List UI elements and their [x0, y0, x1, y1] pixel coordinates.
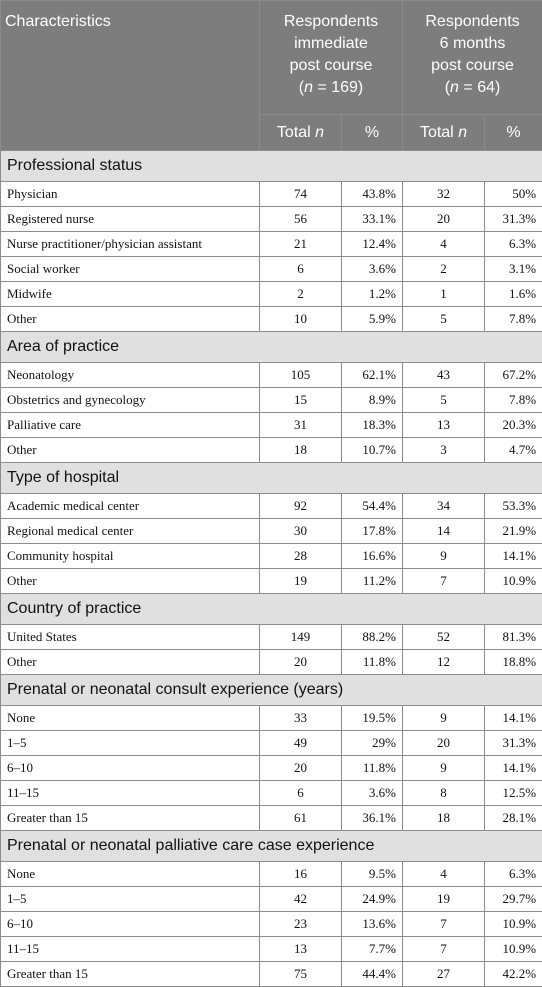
table-row — [1, 887, 542, 912]
table-row — [1, 806, 542, 831]
cell-percent-immediate: 10.7% — [342, 438, 403, 463]
cell-total-n-immediate: 105 — [260, 363, 342, 388]
cell-percent-immediate: 33.1% — [342, 207, 403, 232]
cell-percent-immediate: 13.6% — [342, 912, 403, 937]
cell-total-n-immediate: 6 — [260, 257, 342, 282]
header-group-immediate: Respondents immediate post course (n = 169) — [260, 1, 403, 115]
row-label: Nurse practitioner/physician assistant — [1, 232, 260, 257]
row-label: 11–15 — [1, 937, 260, 962]
total-n-var-1: n — [315, 124, 324, 141]
section-title: Prenatal or neonatal palliative care case experience — [1, 831, 542, 862]
row-label: None — [1, 706, 260, 731]
cell-total-n-immediate: 33 — [260, 706, 342, 731]
section-row — [1, 831, 542, 862]
row-label: Academic medical center — [1, 494, 260, 519]
cell-percent-immediate: 7.7% — [342, 937, 403, 962]
cell-total-n-immediate: 15 — [260, 388, 342, 413]
cell-total-n-immediate: 6 — [260, 781, 342, 806]
cell-total-n-6-months: 19 — [403, 887, 485, 912]
row-label: Midwife — [1, 282, 260, 307]
cell-percent-immediate: 9.5% — [342, 862, 403, 887]
cell-total-n-immediate: 20 — [260, 756, 342, 781]
header-total-n-2 — [403, 115, 485, 151]
cell-total-n-6-months: 4 — [403, 862, 485, 887]
cell-total-n-6-months: 1 — [403, 282, 485, 307]
row-label: Physician — [1, 182, 260, 207]
cell-total-n-6-months: 12 — [403, 650, 485, 675]
cell-total-n-6-months: 34 — [403, 494, 485, 519]
cell-percent-6-months: 12.5% — [485, 781, 542, 806]
group2-n-var: n — [450, 79, 459, 96]
row-label: Social worker — [1, 257, 260, 282]
cell-total-n-6-months: 9 — [403, 544, 485, 569]
cell-total-n-immediate: 75 — [260, 962, 342, 987]
table-row — [1, 650, 542, 675]
total-label-2: Total — [420, 124, 458, 141]
cell-total-n-6-months: 4 — [403, 232, 485, 257]
section-row — [1, 332, 542, 363]
table-row — [1, 781, 542, 806]
cell-total-n-immediate: 13 — [260, 937, 342, 962]
cell-percent-6-months: 81.3% — [485, 625, 542, 650]
group1-line2: immediate — [294, 35, 368, 52]
total-n-var-2: n — [458, 124, 467, 141]
table-row — [1, 363, 542, 388]
cell-percent-immediate: 12.4% — [342, 232, 403, 257]
cell-percent-immediate: 18.3% — [342, 413, 403, 438]
cell-total-n-immediate: 74 — [260, 182, 342, 207]
table-row — [1, 625, 542, 650]
cell-percent-immediate: 17.8% — [342, 519, 403, 544]
cell-percent-6-months: 50% — [485, 182, 542, 207]
cell-total-n-6-months: 7 — [403, 912, 485, 937]
table-row — [1, 962, 542, 987]
cell-percent-6-months: 10.9% — [485, 569, 542, 594]
cell-total-n-immediate: 31 — [260, 413, 342, 438]
row-label: Other — [1, 307, 260, 332]
cell-total-n-immediate: 56 — [260, 207, 342, 232]
group2-line1: Respondents — [425, 13, 519, 30]
table-row — [1, 569, 542, 594]
cell-percent-6-months: 31.3% — [485, 731, 542, 756]
row-label: Obstetrics and gynecology — [1, 388, 260, 413]
cell-percent-6-months: 29.7% — [485, 887, 542, 912]
cell-total-n-6-months: 20 — [403, 731, 485, 756]
table-header — [1, 1, 542, 151]
row-label: Other — [1, 438, 260, 463]
cell-percent-immediate: 11.2% — [342, 569, 403, 594]
cell-total-n-6-months: 14 — [403, 519, 485, 544]
row-label: 1–5 — [1, 731, 260, 756]
cell-total-n-6-months: 27 — [403, 962, 485, 987]
section-row — [1, 594, 542, 625]
table-row — [1, 912, 542, 937]
table-row — [1, 731, 542, 756]
row-label: Palliative care — [1, 413, 260, 438]
section-title: Prenatal or neonatal consult experience (years) — [1, 675, 542, 706]
section-title: Type of hospital — [1, 463, 542, 494]
cell-percent-6-months: 7.8% — [485, 388, 542, 413]
cell-percent-immediate: 3.6% — [342, 257, 403, 282]
group2-line3: post course — [431, 57, 514, 74]
cell-total-n-immediate: 19 — [260, 569, 342, 594]
cell-percent-6-months: 3.1% — [485, 257, 542, 282]
cell-total-n-6-months: 5 — [403, 307, 485, 332]
cell-total-n-immediate: 42 — [260, 887, 342, 912]
cell-total-n-6-months: 18 — [403, 806, 485, 831]
row-label: Community hospital — [1, 544, 260, 569]
cell-percent-6-months: 18.8% — [485, 650, 542, 675]
cell-total-n-6-months: 43 — [403, 363, 485, 388]
cell-percent-6-months: 6.3% — [485, 232, 542, 257]
section-row — [1, 675, 542, 706]
cell-total-n-6-months: 7 — [403, 569, 485, 594]
cell-percent-immediate: 16.6% — [342, 544, 403, 569]
cell-percent-6-months: 10.9% — [485, 912, 542, 937]
cell-total-n-immediate: 30 — [260, 519, 342, 544]
group1-line3: post course — [290, 57, 373, 74]
cell-total-n-6-months: 9 — [403, 756, 485, 781]
header-percent-2 — [485, 115, 542, 151]
table-row — [1, 282, 542, 307]
cell-total-n-immediate: 61 — [260, 806, 342, 831]
table-row — [1, 438, 542, 463]
table-row — [1, 257, 542, 282]
cell-percent-6-months: 1.6% — [485, 282, 542, 307]
cell-percent-6-months: 10.9% — [485, 937, 542, 962]
cell-percent-6-months: 21.9% — [485, 519, 542, 544]
header-row-groups — [1, 1, 542, 115]
cell-total-n-immediate: 28 — [260, 544, 342, 569]
header-characteristics — [1, 1, 260, 151]
table-row — [1, 182, 542, 207]
percent-label-1: % — [365, 124, 379, 141]
cell-total-n-immediate: 149 — [260, 625, 342, 650]
table-row — [1, 862, 542, 887]
cell-percent-immediate: 11.8% — [342, 756, 403, 781]
section-title: Area of practice — [1, 332, 542, 363]
group1-line1: Respondents — [284, 13, 378, 30]
cell-total-n-immediate: 10 — [260, 307, 342, 332]
cell-percent-6-months: 31.3% — [485, 207, 542, 232]
cell-percent-immediate: 1.2% — [342, 282, 403, 307]
cell-total-n-6-months: 9 — [403, 706, 485, 731]
cell-total-n-immediate: 21 — [260, 232, 342, 257]
row-label: Regional medical center — [1, 519, 260, 544]
table-row — [1, 519, 542, 544]
row-label: Other — [1, 569, 260, 594]
cell-percent-immediate: 3.6% — [342, 781, 403, 806]
table-row — [1, 756, 542, 781]
table-row — [1, 232, 542, 257]
cell-percent-6-months: 14.1% — [485, 756, 542, 781]
header-characteristics-label: Characteristics — [5, 13, 111, 30]
cell-percent-immediate: 29% — [342, 731, 403, 756]
cell-total-n-6-months: 7 — [403, 937, 485, 962]
cell-total-n-immediate: 49 — [260, 731, 342, 756]
cell-percent-6-months: 42.2% — [485, 962, 542, 987]
percent-label-2: % — [506, 124, 520, 141]
table-row — [1, 544, 542, 569]
table-row — [1, 494, 542, 519]
row-label: Greater than 15 — [1, 962, 260, 987]
header-percent-1 — [342, 115, 403, 151]
table-row — [1, 207, 542, 232]
header-total-n-1 — [260, 115, 342, 151]
cell-total-n-6-months: 13 — [403, 413, 485, 438]
cell-total-n-immediate: 2 — [260, 282, 342, 307]
cell-percent-immediate: 62.1% — [342, 363, 403, 388]
cell-percent-immediate: 44.4% — [342, 962, 403, 987]
row-label: 11–15 — [1, 781, 260, 806]
cell-percent-immediate: 36.1% — [342, 806, 403, 831]
cell-percent-6-months: 7.8% — [485, 307, 542, 332]
cell-total-n-6-months: 5 — [403, 388, 485, 413]
total-label-1: Total — [277, 124, 315, 141]
row-label: 6–10 — [1, 756, 260, 781]
cell-total-n-immediate: 92 — [260, 494, 342, 519]
cell-percent-immediate: 11.8% — [342, 650, 403, 675]
cell-percent-6-months: 20.3% — [485, 413, 542, 438]
cell-percent-6-months: 6.3% — [485, 862, 542, 887]
cell-total-n-immediate: 23 — [260, 912, 342, 937]
row-label: Other — [1, 650, 260, 675]
section-title: Professional status — [1, 151, 542, 182]
cell-percent-6-months: 14.1% — [485, 544, 542, 569]
row-label: 6–10 — [1, 912, 260, 937]
cell-total-n-immediate: 18 — [260, 438, 342, 463]
cell-total-n-6-months: 52 — [403, 625, 485, 650]
cell-percent-6-months: 67.2% — [485, 363, 542, 388]
table-row — [1, 413, 542, 438]
group2-line2: 6 months — [440, 35, 506, 52]
row-label: Greater than 15 — [1, 806, 260, 831]
cell-total-n-immediate: 20 — [260, 650, 342, 675]
table-body — [1, 151, 542, 987]
header-group-6-months: Respondents 6 months post course (n = 64) — [403, 1, 542, 115]
cell-total-n-6-months: 20 — [403, 207, 485, 232]
table-row — [1, 706, 542, 731]
cell-percent-6-months: 4.7% — [485, 438, 542, 463]
row-label: None — [1, 862, 260, 887]
row-label: United States — [1, 625, 260, 650]
table-row — [1, 307, 542, 332]
section-row — [1, 151, 542, 182]
section-title: Country of practice — [1, 594, 542, 625]
cell-total-n-6-months: 8 — [403, 781, 485, 806]
cell-percent-immediate: 54.4% — [342, 494, 403, 519]
group2-n-val: = 64) — [459, 79, 500, 96]
cell-percent-6-months: 53.3% — [485, 494, 542, 519]
row-label: Registered nurse — [1, 207, 260, 232]
row-label: 1–5 — [1, 887, 260, 912]
cell-percent-immediate: 24.9% — [342, 887, 403, 912]
row-label: Neonatology — [1, 363, 260, 388]
cell-percent-immediate: 88.2% — [342, 625, 403, 650]
cell-total-n-6-months: 3 — [403, 438, 485, 463]
table-row — [1, 937, 542, 962]
table-row — [1, 388, 542, 413]
cell-total-n-6-months: 32 — [403, 182, 485, 207]
cell-percent-immediate: 43.8% — [342, 182, 403, 207]
cell-percent-immediate: 19.5% — [342, 706, 403, 731]
cell-total-n-6-months: 2 — [403, 257, 485, 282]
section-row — [1, 463, 542, 494]
cell-percent-immediate: 5.9% — [342, 307, 403, 332]
cell-percent-6-months: 28.1% — [485, 806, 542, 831]
cell-percent-6-months: 14.1% — [485, 706, 542, 731]
group1-n-val: = 169) — [313, 79, 363, 96]
cell-percent-immediate: 8.9% — [342, 388, 403, 413]
cell-total-n-immediate: 16 — [260, 862, 342, 887]
group1-n-var: n — [304, 79, 313, 96]
